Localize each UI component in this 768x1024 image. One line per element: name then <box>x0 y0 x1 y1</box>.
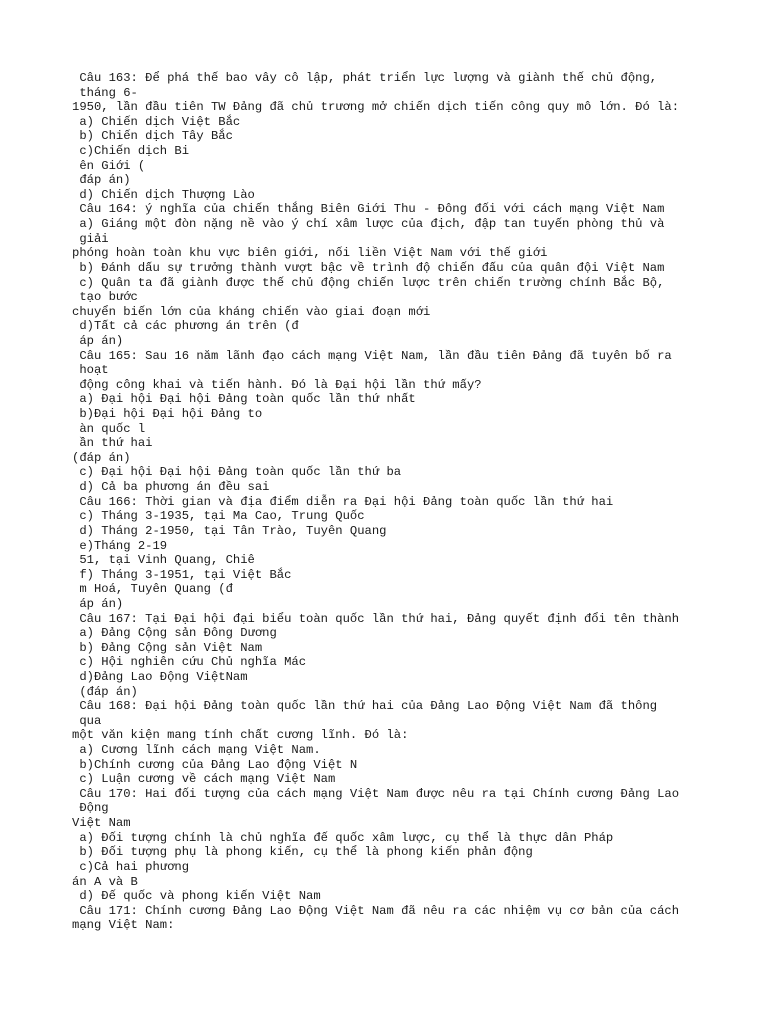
text-line: chuyển biến lớn của kháng chiến vào giai đoạn mới <box>72 304 431 319</box>
text-line: ần thứ hai <box>72 436 153 451</box>
text-line: d)Tất cả các phương án trên (đ <box>72 319 299 334</box>
text-line: tạo bước <box>72 290 138 305</box>
text-line: c) Luận cương về cách mạng Việt Nam <box>72 772 336 787</box>
text-line: c)Chiến dịch Bi <box>72 144 190 159</box>
text-line: giải <box>72 231 109 246</box>
text-line: c) Đại hội Đại hội Đảng toàn quốc lần thứ ba <box>72 465 402 480</box>
text-line: b) Đánh dấu sự trưởng thành vượt bậc về trình độ chiến đấu của quân đội Việt Nam <box>72 260 665 275</box>
text-line: Động <box>72 801 109 816</box>
text-line: f) Tháng 3-1951, tại Việt Bắc <box>72 567 292 582</box>
text-line: a) Đảng Cộng sản Đông Dương <box>72 626 277 641</box>
text-line: d) Tháng 2-1950, tại Tân Trào, Tuyên Quang <box>72 523 387 538</box>
text-line: b)Đại hội Đại hội Đảng to <box>72 407 263 422</box>
text-line: (đáp án) <box>72 684 138 699</box>
text-line: c) Tháng 3-1935, tại Ma Cao, Trung Quốc <box>72 509 365 524</box>
text-line: b) Đối tượng phụ là phong kiến, cụ thể là phong kiến phản động <box>72 845 533 860</box>
text-line: Câu 164: ý nghĩa của chiến thắng Biên Giới Thu - Đông đối với cách mạng Việt Nam <box>72 202 665 217</box>
text-line: phóng hoàn toàn khu vực biên giới, nối liền Việt Nam với thế giới <box>72 246 548 261</box>
text-line: a) Chiến dịch Việt Bắc <box>72 114 241 129</box>
text-line: a) Đối tượng chính là chủ nghĩa đế quốc xâm lược, cụ thể là thực dân Pháp <box>72 830 614 845</box>
text-line: d) Chiến dịch Thượng Lào <box>72 187 255 202</box>
text-line: hoạt <box>72 363 109 378</box>
text-line: ên Giới ( <box>72 158 146 173</box>
text-line: c) Quân ta đã giành được thế chủ động chiến lược trên chiến trường chính Bắc Bộ, <box>72 275 665 290</box>
text-line: e)Tháng 2-19 <box>72 538 168 553</box>
text-line: qua <box>72 713 102 728</box>
text-line: b) Đảng Cộng sản Việt Nam <box>72 640 263 655</box>
text-line: Việt Nam <box>72 816 131 831</box>
text-line: 51, tại Vinh Quang, Chiê <box>72 553 255 568</box>
text-line: 1950, lần đầu tiên TW Đảng đã chủ trương mở chiến dịch tiến công quy mô lớn. Đó là: <box>72 100 680 115</box>
text-line: đáp án) <box>72 173 131 188</box>
text-line: Câu 168: Đại hội Đảng toàn quốc lần thứ hai của Đảng Lao Động Việt Nam đã thông <box>72 699 658 714</box>
document-page <box>72 71 712 933</box>
text-line: d)Đảng Lao Động ViệtNam <box>72 669 248 684</box>
text-line: a) Cương lĩnh cách mạng Việt Nam. <box>72 743 321 758</box>
text-line: c)Cả hai phương <box>72 859 190 874</box>
text-line: m Hoá, Tuyên Quang (đ <box>72 582 233 597</box>
text-line: động công khai và tiến hành. Đó là Đại hội lần thứ mấy? <box>72 377 482 392</box>
text-line: áp án) <box>72 333 124 348</box>
text-line: mạng Việt Nam: <box>72 918 175 933</box>
text-line: b) Chiến dịch Tây Bắc <box>72 129 233 144</box>
text-line: án A và B <box>72 874 138 889</box>
text-line: Câu 167: Tại Đại hội đại biểu toàn quốc lần thứ hai, Đảng quyết định đổi tên thành <box>72 611 680 626</box>
text-line: áp án) <box>72 596 124 611</box>
text-line: àn quốc l <box>72 421 146 436</box>
text-line: d) Đế quốc và phong kiến Việt Nam <box>72 889 321 904</box>
text-line: Câu 163: Để phá thế bao vây cô lập, phát triển lực lượng và giành thế chủ động, <box>72 71 658 85</box>
text-line: một văn kiện mang tính chất cương lĩnh. Đó là: <box>72 728 409 743</box>
text-line: Câu 165: Sau 16 năm lãnh đạo cách mạng Việt Nam, lần đầu tiên Đảng đã tuyên bố ra <box>72 348 672 363</box>
text-line: a) Đại hội Đại hội Đảng toàn quốc lần thứ nhất <box>72 392 416 407</box>
text-line: Câu 166: Thời gian và địa điểm diễn ra Đại hội Đảng toàn quốc lần thứ hai <box>72 494 614 509</box>
text-line: c) Hội nghiên cứu Chủ nghĩa Mác <box>72 655 307 670</box>
text-line: Câu 170: Hai đối tượng của cách mạng Việt Nam được nêu ra tại Chính cương Đảng Lao <box>72 786 680 801</box>
text-line: (đáp án) <box>72 450 131 465</box>
text-line: Câu 171: Chính cương Đảng Lao Động Việt Nam đã nêu ra các nhiệm vụ cơ bản của cách <box>72 903 680 918</box>
text-line: d) Cả ba phương án đều sai <box>72 480 270 495</box>
text-line: tháng 6- <box>72 85 138 100</box>
text-line: b)Chính cương của Đảng Lao động Việt N <box>72 757 358 772</box>
text-line: a) Giáng một đòn nặng nề vào ý chí xâm lược của địch, đập tan tuyến phòng thủ và <box>72 217 665 232</box>
